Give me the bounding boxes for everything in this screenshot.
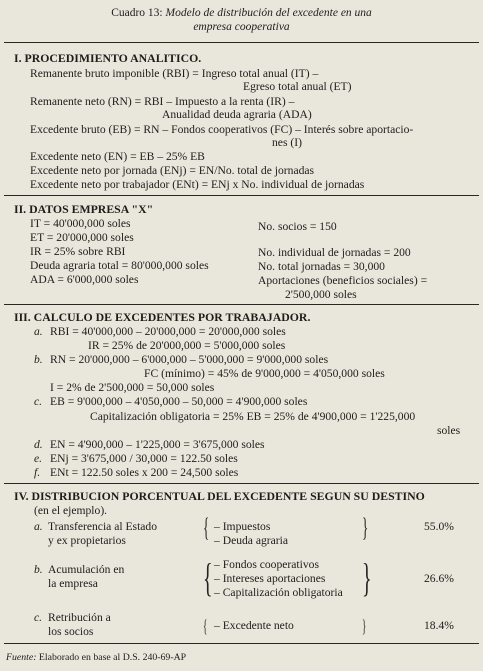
table-title <box>0 6 483 34</box>
dist-a-1: Transferencia al Estado <box>48 520 158 533</box>
calc-c-3: soles <box>437 424 461 437</box>
calc-b-3: I = 2% de 2'500,000 = 50,000 soles <box>50 381 215 394</box>
title-lead: Cuadro 13: <box>111 7 163 19</box>
footer-source <box>6 652 186 663</box>
footer-text: Elaborado en base al D.S. 240-69-AP <box>38 652 187 663</box>
section-3-heading: III. CALCULO DE EXCEDENTES POR TRABAJADOR. <box>14 310 311 324</box>
s1-line-2: Egreso total anual (ET) <box>243 80 352 93</box>
dist-c-1: Retribución a <box>48 611 111 624</box>
item-d-label: d. <box>34 438 43 451</box>
dist-b-label: b. <box>34 563 43 576</box>
item-c-label: c. <box>34 395 43 408</box>
data-socios: No. socios = 150 <box>258 220 337 233</box>
item-b-label: b. <box>34 353 43 366</box>
data-aportaciones: Aportaciones (beneficios sociales) = <box>258 274 428 287</box>
section-4-heading: IV. DISTRIBUCION PORCENTUAL DEL EXCEDENTE SEGUN SU DESTINO <box>14 489 425 503</box>
dist-a-2: y ex propietarios <box>48 534 126 547</box>
s1-line-5: Excedente bruto (EB) = RN – Fondos cooperativos (FC) – Interés sobre aportacio- <box>30 123 414 136</box>
data-ada: ADA = 6'000,000 soles <box>30 273 139 286</box>
footer-label: Fuente: <box>6 652 37 663</box>
brace-a-left: { <box>203 513 210 542</box>
calc-c-1: EB = 9'000,000 – 4'050,000 – 50,000 = 4'900,000 soles <box>50 395 308 408</box>
s1-line-9: Excedente neto por trabajador (ENt) = ENj x No. individual de jornadas <box>30 178 365 191</box>
calc-a-2: IR = 25% de 20'000,000 = 5'000,000 soles <box>88 339 286 352</box>
dist-a-item-1: – Impuestos <box>214 520 271 533</box>
dist-b-1: Acumulación en <box>48 563 125 576</box>
title-sub: empresa cooperativa <box>193 21 290 33</box>
calc-f-1: ENt = 122.50 soles x 200 = 24,500 soles <box>50 466 239 479</box>
data-deuda: Deuda agraria total = 80'000,000 soles <box>30 259 209 272</box>
s1-line-7: Excedente neto (EN) = EB – 25% EB <box>30 150 205 163</box>
calc-b-2: FC (mínimo) = 45% de 9'000,000 = 4'050,000 soles <box>144 367 385 380</box>
bottom-rule <box>4 643 479 644</box>
dist-a-item-2: – Deuda agraria <box>214 534 289 547</box>
s1-line-8: Excedente neto por jornada (ENj) = EN/No. total de jornadas <box>30 164 315 177</box>
data-jornadas-total: No. total jornadas = 30,000 <box>258 260 385 273</box>
top-rule <box>4 42 479 43</box>
dist-c-pct: 18.4% <box>424 619 454 632</box>
calc-a-1: RBI = 40'000,000 – 20'000,000 = 20'000,000 soles <box>50 325 286 338</box>
brace-c-left: { <box>203 616 208 636</box>
calc-c-2: Capitalización obligatoria = 25% EB = 25% de 4'900,000 = 1'225,000 <box>90 410 416 423</box>
dist-a-label: a. <box>34 520 43 533</box>
title-main: Modelo de distribución del excedente en una <box>165 7 372 19</box>
rule-1 <box>4 195 479 196</box>
section-4-sub: (en el ejemplo). <box>34 504 108 517</box>
dist-c-label: c. <box>34 611 43 624</box>
dist-b-2: la empresa <box>48 577 98 590</box>
dist-b-item-1: – Fondos cooperativos <box>214 558 319 571</box>
s1-line-3: Remanente neto (RN) = RBI – Impuesto a la renta (IR) – <box>30 95 295 108</box>
brace-b-right: } <box>362 555 372 600</box>
rule-3 <box>4 483 479 484</box>
dist-b-pct: 26.6% <box>424 572 454 585</box>
brace-a-right: } <box>362 513 369 542</box>
data-et: ET = 20'000,000 soles <box>30 231 134 244</box>
data-aportaciones-value: 2'500,000 soles <box>285 288 357 301</box>
s1-line-1: Remanente bruto imponible (RBI) = Ingreso total anual (IT) – <box>30 67 319 80</box>
brace-b-left: { <box>203 555 213 600</box>
dist-c-item-1: – Excedente neto <box>214 619 294 632</box>
item-f-label: f. <box>34 466 41 479</box>
calc-d-1: EN = 4'900,000 – 1'225,000 = 3'675,000 soles <box>50 438 265 451</box>
item-a-label: a. <box>34 325 43 338</box>
rule-2 <box>4 304 479 305</box>
data-jornadas-ind: No. individual de jornadas = 200 <box>258 246 411 259</box>
title-line-1 <box>0 6 483 20</box>
dist-a-pct: 55.0% <box>424 520 454 533</box>
data-it: IT = 40'000,000 soles <box>30 217 131 230</box>
section-2-heading: II. DATOS EMPRESA "X" <box>14 202 154 216</box>
dist-b-item-2: – Intereses aportaciones <box>214 572 326 585</box>
calc-b-1: RN = 20'000,000 – 6'000,000 – 5'000,000 = 9'000,000 soles <box>50 353 329 366</box>
data-ir: IR = 25% sobre RBI <box>30 245 126 258</box>
dist-c-2: los socios <box>48 625 94 638</box>
calc-e-1: ENj = 3'675,000 / 30,000 = 122.50 soles <box>50 452 238 465</box>
s1-line-6: nes (I) <box>272 136 302 149</box>
item-e-label: e. <box>34 452 43 465</box>
s1-line-4: Anualidad deuda agraria (ADA) <box>162 108 312 121</box>
section-1-heading: I. PROCEDIMIENTO ANALITICO. <box>14 51 202 65</box>
dist-b-item-3: – Capitalización obligatoria <box>214 586 343 599</box>
brace-c-right: } <box>362 616 367 636</box>
